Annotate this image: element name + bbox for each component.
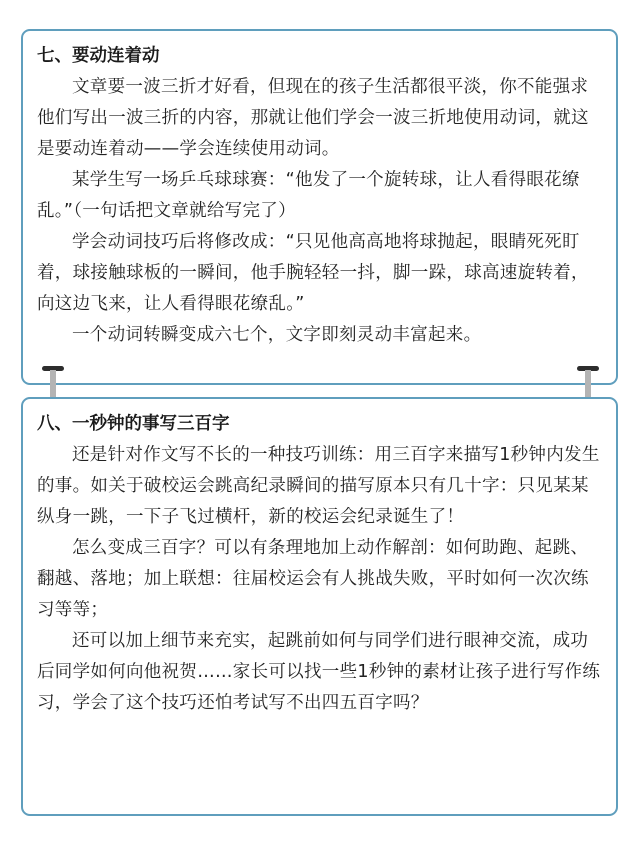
section-7-paragraph-4: 一个动词转瞬变成六七个，文字即刻灵动丰富起来。 [72, 325, 482, 345]
section-7-paragraph-1: 文章要一波三折才好看，但现在的孩子生活都很平淡，你不能强求他们写出一波三折的内容，那就让他们学会一波三折地使用动词，就这是要动连着动——学会连续使用动词。 [37, 77, 589, 159]
section-7-paragraph-2: 某学生写一场乒乓球球赛：“他发了一个旋转球，让人看得眼花缭乱。”（一句话把文章就给写完了） [37, 170, 580, 221]
section-8-paragraph-2: 怎么变成三百字？可以有条理地加上动作解剖：如何助跑、起跳、翻越、落地；加上联想：往届校运会有人挑战失败，平时如何一次次练习等等； [37, 538, 589, 620]
section-card-8 [21, 397, 618, 816]
section-7-title: 七、要动连着动 [37, 46, 160, 66]
section-7-paragraph-3: 学会动词技巧后将修改成：“只见他高高地将球抛起，眼睛死死盯着，球接触球板的一瞬间，他手腕轻轻一抖，脚一跺，球高速旋转着，向这边飞来，让人看得眼花缭乱。” [37, 232, 589, 314]
section-8-paragraph-3: 还可以加上细节来充实，起跳前如何与同学们进行眼神交流，成功后同学如何向他祝贺……家长可以找一些1秒钟的素材让孩子进行写作练习，学会了这个技巧还怕考试写不出四五百字吗？ [37, 631, 601, 713]
section-8-title: 八、一秒钟的事写三百字 [37, 414, 230, 434]
section-card-7 [21, 29, 618, 385]
section-8-paragraph-1: 还是针对作文写不长的一种技巧训练：用三百字来描写1秒钟内发生的事。如关于破校运会跳高纪录瞬间的描写原本只有几十字：只见某某纵身一跳，一下子飞过横杆，新的校运会纪录诞生了！ [37, 445, 600, 527]
